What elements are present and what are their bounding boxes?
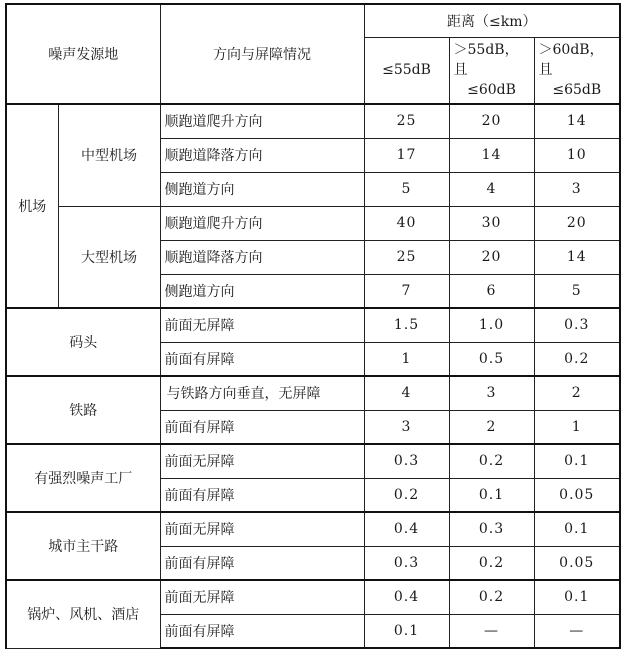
noise-distance-table bbox=[5, 3, 621, 649]
value-cell: 4 bbox=[449, 172, 534, 206]
value-cell: 1 bbox=[364, 342, 449, 376]
value-cell: 3 bbox=[449, 376, 534, 410]
source-label-road: 城市主干路 bbox=[6, 512, 160, 580]
value-cell: 3 bbox=[364, 410, 449, 444]
value-cell: 30 bbox=[449, 206, 534, 240]
direction-cell: 前面无屏障 bbox=[160, 580, 364, 614]
value-cell: 1.5 bbox=[364, 308, 449, 342]
value-cell: 17 bbox=[364, 138, 449, 172]
value-cell: 7 bbox=[364, 274, 449, 308]
value-cell: 0.3 bbox=[364, 444, 449, 478]
header-distance: 距离（≤km） bbox=[364, 4, 620, 37]
value-cell: 0.3 bbox=[449, 512, 534, 546]
value-cell: 5 bbox=[364, 172, 449, 206]
table-row bbox=[6, 376, 620, 410]
direction-cell: 顺跑道降落方向 bbox=[160, 240, 364, 274]
value-cell: 40 bbox=[364, 206, 449, 240]
value-cell: 6 bbox=[449, 274, 534, 308]
value-cell: — bbox=[449, 614, 534, 648]
value-cell: 25 bbox=[364, 240, 449, 274]
direction-cell: 前面有屏障 bbox=[160, 546, 364, 580]
value-cell: 1.0 bbox=[449, 308, 534, 342]
direction-cell: 侧跑道方向 bbox=[160, 172, 364, 206]
source-label-railway: 铁路 bbox=[6, 376, 160, 444]
direction-cell: 前面无屏障 bbox=[160, 512, 364, 546]
direction-cell: 顺跑道降落方向 bbox=[160, 138, 364, 172]
table-row bbox=[6, 512, 620, 546]
direction-cell: 前面无屏障 bbox=[160, 444, 364, 478]
value-cell: 0.05 bbox=[534, 546, 620, 580]
header-col-55-60 bbox=[449, 37, 534, 104]
value-cell: 0.05 bbox=[534, 478, 620, 512]
direction-cell: 前面无屏障 bbox=[160, 308, 364, 342]
value-cell: 4 bbox=[364, 376, 449, 410]
table-row bbox=[6, 444, 620, 478]
table-row bbox=[6, 206, 620, 240]
value-cell: 2 bbox=[534, 376, 620, 410]
direction-cell: 侧跑道方向 bbox=[160, 274, 364, 308]
value-cell: 0.4 bbox=[364, 512, 449, 546]
value-cell: 14 bbox=[534, 240, 620, 274]
header-col-55-60-line2: ≤60dB bbox=[467, 82, 516, 99]
value-cell: 0.2 bbox=[449, 546, 534, 580]
value-cell: 0.1 bbox=[534, 512, 620, 546]
table-row bbox=[6, 580, 620, 614]
value-cell: — bbox=[534, 614, 620, 648]
header-col-55: ≤55dB bbox=[364, 37, 449, 104]
value-cell: 2 bbox=[449, 410, 534, 444]
direction-cell: 顺跑道爬升方向 bbox=[160, 104, 364, 138]
direction-cell: 前面有屏障 bbox=[160, 614, 364, 648]
header-source: 噪声发源地 bbox=[6, 4, 160, 104]
value-cell: 0.5 bbox=[449, 342, 534, 376]
header-row-1 bbox=[6, 4, 620, 37]
value-cell: 20 bbox=[534, 206, 620, 240]
header-col-60-65-line1: ＞60dB，且 bbox=[538, 42, 604, 79]
direction-cell: 顺跑道爬升方向 bbox=[160, 206, 364, 240]
value-cell: 1 bbox=[534, 410, 620, 444]
direction-cell: 前面有屏障 bbox=[160, 478, 364, 512]
value-cell: 0.1 bbox=[364, 614, 449, 648]
source-label-boiler: 锅炉、风机、酒店 bbox=[6, 580, 160, 648]
value-cell: 0.1 bbox=[449, 478, 534, 512]
header-col-55-60-line1: ＞55dB，且 bbox=[453, 42, 519, 79]
value-cell: 0.1 bbox=[534, 444, 620, 478]
table-row bbox=[6, 104, 620, 138]
source-label-pier: 码头 bbox=[6, 308, 160, 376]
header-direction: 方向与屏障情况 bbox=[160, 4, 364, 104]
large-airport-label: 大型机场 bbox=[58, 206, 160, 308]
header-col-60-65-line2: ≤65dB bbox=[552, 82, 602, 99]
value-cell: 0.2 bbox=[449, 580, 534, 614]
header-col-60-65 bbox=[534, 37, 620, 104]
value-cell: 5 bbox=[534, 274, 620, 308]
value-cell: 0.3 bbox=[534, 308, 620, 342]
table-row bbox=[6, 308, 620, 342]
value-cell: 0.2 bbox=[534, 342, 620, 376]
medium-airport-label: 中型机场 bbox=[58, 104, 160, 206]
value-cell: 20 bbox=[449, 240, 534, 274]
value-cell: 10 bbox=[534, 138, 620, 172]
value-cell: 0.1 bbox=[534, 580, 620, 614]
value-cell: 14 bbox=[449, 138, 534, 172]
value-cell: 0.2 bbox=[449, 444, 534, 478]
source-label-factory: 有强烈噪声工厂 bbox=[6, 444, 160, 512]
direction-cell: 前面有屏障 bbox=[160, 342, 364, 376]
value-cell: 0.2 bbox=[364, 478, 449, 512]
value-cell: 20 bbox=[449, 104, 534, 138]
value-cell: 0.4 bbox=[364, 580, 449, 614]
direction-cell: 前面有屏障 bbox=[160, 410, 364, 444]
airport-label: 机场 bbox=[6, 104, 58, 308]
direction-cell: 与铁路方向垂直，无屏障 bbox=[160, 376, 364, 410]
value-cell: 14 bbox=[534, 104, 620, 138]
value-cell: 25 bbox=[364, 104, 449, 138]
value-cell: 3 bbox=[534, 172, 620, 206]
value-cell: 0.3 bbox=[364, 546, 449, 580]
